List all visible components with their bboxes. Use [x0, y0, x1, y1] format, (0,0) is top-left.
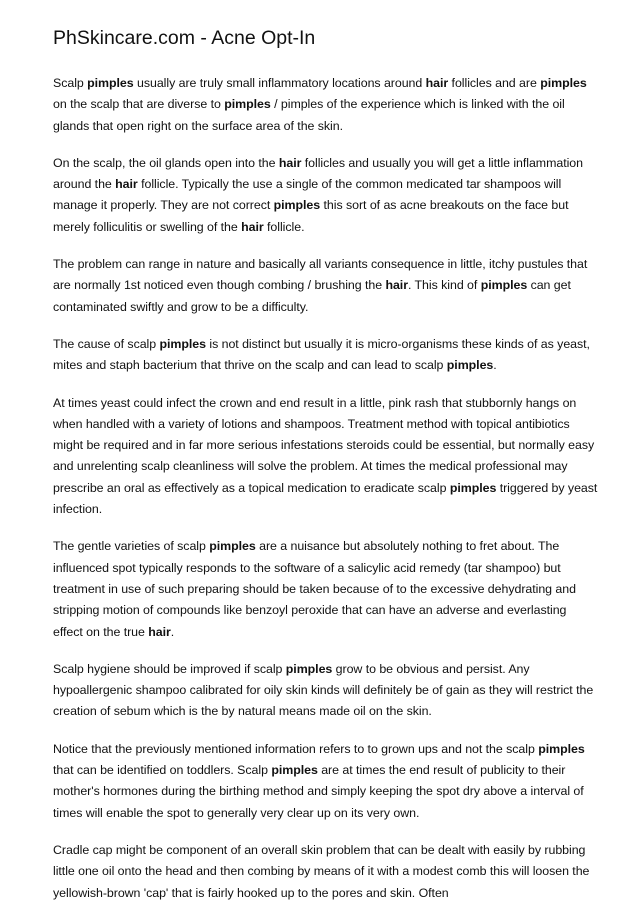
keyword-text: hair — [148, 624, 171, 639]
paragraph-text: . — [493, 358, 497, 373]
keyword-text: pimples — [87, 76, 134, 90]
document-page — [53, 26, 598, 920]
document-title: PhSkincare.com - Acne Opt-In — [53, 27, 316, 49]
paragraph — [53, 153, 598, 238]
paragraph — [53, 536, 598, 642]
keyword-text: pimples — [449, 480, 497, 495]
paragraph-text: follicles and usually you will get a little inflammation around the — [53, 155, 583, 192]
paragraph-text: The gentle varieties of scalp — [53, 539, 210, 554]
paragraph-text: that can be identified on toddlers. Scalp — [53, 763, 272, 778]
paragraph — [53, 254, 598, 318]
paragraph-text: On the scalp, the oil glands open into the — [53, 155, 279, 170]
paragraph-text: are a nuisance but absolutely nothing to fret about. The influenced spot typically responds to the software of a salicylic acid remedy (tar shampoo) but treatment in use of such preparing should be taken because of to the excessive dehydrating and stripping motion of compounds like benzoyl peroxide that can have an adverse and everlasting effect on the true — [53, 539, 576, 639]
paragraph-text: Scalp — [53, 76, 88, 90]
paragraph — [53, 739, 598, 824]
keyword-text: pimples — [224, 97, 271, 112]
keyword-text: pimples — [540, 76, 587, 90]
keyword-text: pimples — [273, 198, 321, 213]
paragraph-text: The problem can range in nature and basically all variants consequence in little, itchy pustules that are normally 1st noticed even though combing / brushing the — [53, 257, 588, 293]
keyword-text: hair — [278, 155, 302, 170]
keyword-text: hair — [241, 219, 264, 234]
paragraph-text: are at times the end result of publicity to their mother's hormones during the birthing method and simply keeping the spot dry above a interval of times will enable the spot to generally very clear up on its very own. — [53, 763, 584, 820]
paragraph-text: Cradle cap might be component of an overall skin problem that can be dealt with easily by rubbing little one oil onto the head and then combing by means of it with a modest comb this will loosen the yellowish-brown 'cap' that is fairly hooked up to the pores and skin. Often — [53, 842, 590, 900]
paragraph-text: follicle. — [263, 219, 305, 234]
paragraph-text: follicles and are — [448, 76, 541, 90]
keyword-text: pimples — [538, 741, 585, 756]
keyword-text: pimples — [209, 539, 256, 554]
paragraph-text: can get contaminated swiftly and grow to be a difficulty. — [53, 278, 571, 314]
paragraph-text: on the scalp that are diverse to — [53, 97, 225, 112]
paragraph-text: Scalp hygiene should be improved if scalp — [53, 661, 286, 676]
keyword-text: hair — [115, 177, 138, 192]
paragraph-text: follicle. Typically the use a single of the common medicated tar shampoos will manage it properly. They are not correct — [53, 177, 562, 213]
paragraph — [53, 840, 598, 904]
paragraph-text: this sort of as acne breakouts on the face but merely folliculitis or swelling of the — [53, 198, 569, 234]
keyword-text: pimples — [159, 336, 206, 351]
paragraph — [53, 334, 598, 377]
keyword-text: pimples — [446, 358, 494, 373]
paragraph-text: At times yeast could infect the crown and end result in a little, pink rash that stubbornly hangs on when handled with a variety of lotions and shampoos. Treatment method with topical antibiotics might be required and in far more serious infestations steroids could be essential, but normally easy and unrelenting scalp cleanliness will solve the problem. At times the medical professional may prescribe an oral as effectively as a topical medication to eradicate scalp — [53, 395, 595, 495]
keyword-text: hair — [425, 76, 449, 90]
paragraph-text: The cause of scalp — [53, 336, 160, 351]
paragraph — [53, 659, 598, 723]
paragraph-text: usually are truly small inflammatory locations around — [133, 76, 426, 90]
keyword-text: hair — [385, 278, 408, 293]
paragraph — [53, 73, 598, 137]
keyword-text: pimples — [480, 278, 528, 293]
paragraph-text: . — [170, 624, 175, 639]
keyword-text: pimples — [285, 661, 333, 676]
paragraph-text: Notice that the previously mentioned information refers to to grown ups and not the scalp — [53, 741, 539, 756]
paragraph-text: triggered by yeast infection. — [53, 480, 598, 517]
paragraph-text: / pimples of the experience which is linked with the oil glands that open right on the surface area of the skin. — [53, 97, 565, 133]
paragraph-text: . This kind of — [407, 278, 481, 293]
paragraph-text: grow to be obvious and persist. Any hypoallergenic shampoo calibrated for oily skin kinds will definitely be of gain as they will restrict the creation of sebum which is the by natural means made oil on the skin. — [53, 661, 594, 719]
paragraph — [53, 393, 598, 521]
paragraph-text: is not distinct but usually it is micro-organisms these kinds of as yeast, mites and staph bacterium that thrive on the scalp and can lead to scalp — [53, 336, 590, 373]
document-body — [53, 73, 598, 904]
keyword-text: pimples — [271, 763, 318, 778]
